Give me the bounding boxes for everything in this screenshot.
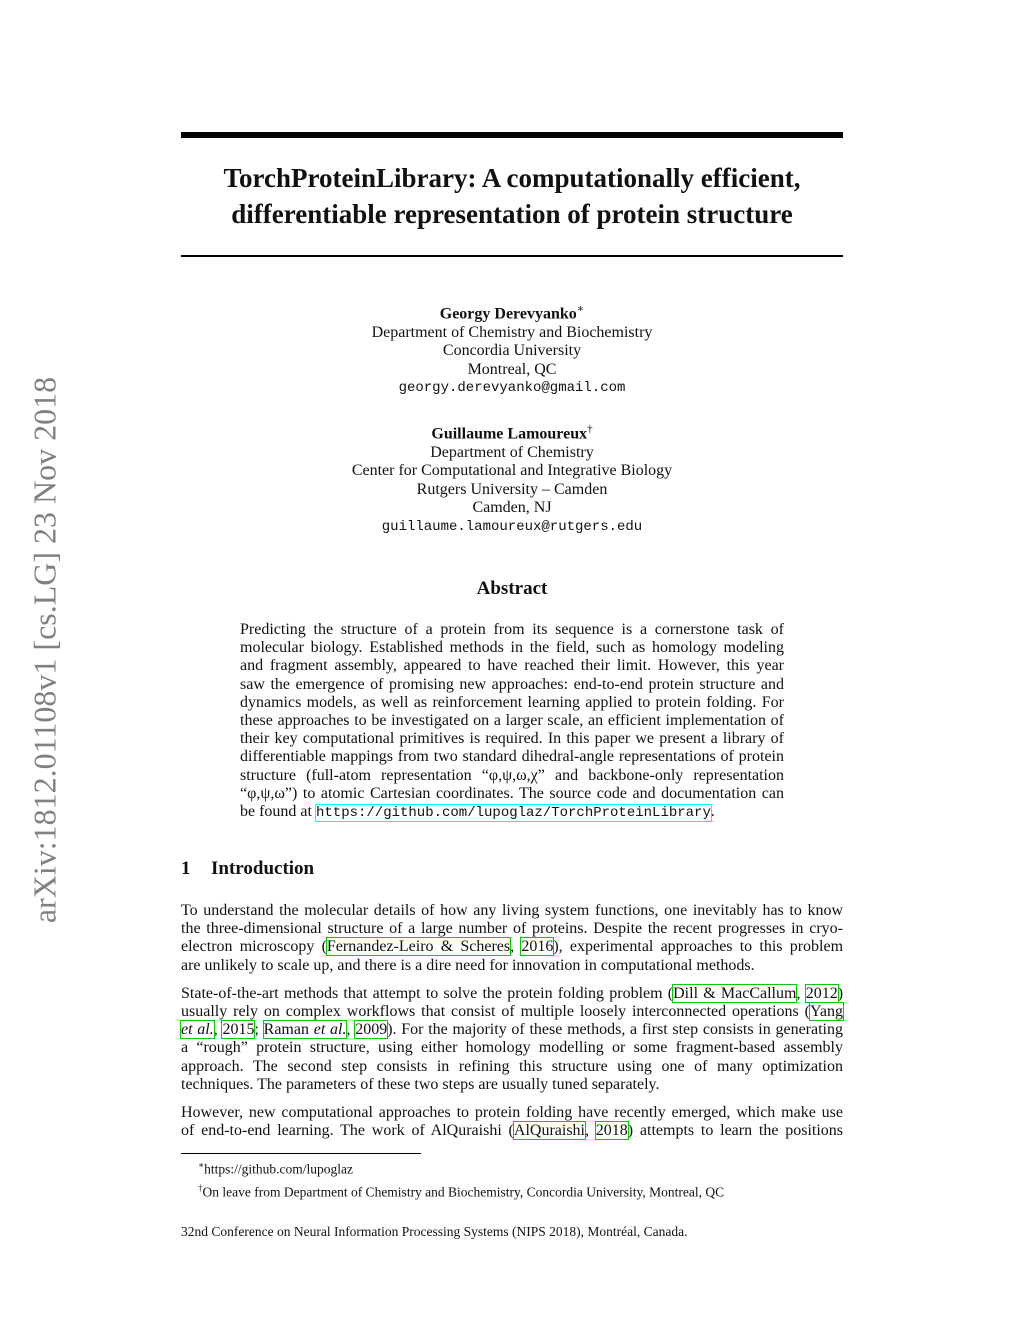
arxiv-side-stamp (15, 350, 75, 950)
text-span: , (796, 984, 806, 1002)
abstract-heading: Abstract (476, 578, 548, 599)
text-span: Raman (263, 1021, 314, 1039)
author-footnote-mark: † (587, 423, 593, 435)
footnotes (181, 1156, 843, 1201)
abstract-line: “φ,ψ,ω”) to atomic Cartesian coordinates. The source code and documentation can (240, 784, 784, 802)
text-span: ) (837, 984, 844, 1002)
citation-link[interactable]: et al. (181, 1021, 214, 1039)
author-block-2 (181, 420, 843, 536)
abstract-line: dynamics models, as well as reinforcement learning applied to protein folding. For (240, 693, 784, 711)
footnote-rule (181, 1153, 421, 1154)
text-line (181, 1003, 843, 1021)
text-span: ). For the majority of these methods, a first step consists in generating (387, 1021, 844, 1039)
abstract-line: their key computational primitives is required. In this paper we present a library of (240, 730, 784, 748)
text-span: , (585, 1122, 596, 1140)
github-link[interactable]: https://github.com/lupoglaz/TorchProteinLibrary (315, 805, 711, 822)
conference-footer: 32nd Conference on Neural Information Processing Systems (NIPS 2018), Montréal, Canada. (181, 1224, 688, 1239)
text-line: To understand the molecular details of how any living system functions, one inevitably has to know (181, 902, 843, 919)
section-number: 1 (181, 858, 191, 879)
citation-link[interactable]: Dill & MacCallum (673, 984, 797, 1002)
paragraph-3 (181, 1104, 843, 1140)
text-line: techniques. The parameters of these two steps are usually tuned separately. (181, 1075, 660, 1093)
citation-link[interactable] (264, 1021, 347, 1038)
paragraph-2 (181, 985, 843, 1094)
section-heading-introduction (181, 858, 314, 880)
text-span: of end-to-end learning. The work of AlQuraishi ( (181, 1122, 514, 1140)
citation-year-link[interactable]: 2018 (595, 1122, 628, 1140)
citation-year-link[interactable]: 2012 (805, 984, 838, 1002)
citation-link[interactable]: AlQuraishi (513, 1122, 585, 1140)
author-footnote-mark: ∗ (576, 303, 585, 315)
footnote-text: On leave from Department of Chemistry and Biochemistry, Concordia University, Montreal, QC (202, 1184, 725, 1199)
author-affiliation: Department of Chemistry (430, 443, 594, 461)
text-span: ) attempts to learn the positions (627, 1122, 844, 1140)
text-span: , (510, 938, 522, 956)
abstract-line: differentiable mappings from two standard dihedral-angle representations of protein (240, 748, 784, 766)
author-email: georgy.derevyanko@gmail.com (398, 380, 626, 397)
footnote-text: https://github.com/lupoglaz (204, 1161, 353, 1177)
author-affiliation: Montreal, QC (467, 360, 557, 378)
text-span: , (213, 1021, 223, 1039)
author-email: guillaume.lamoureux@rutgers.edu (381, 518, 643, 535)
abstract-body (240, 621, 784, 822)
footnote-mark: ∗ (198, 1160, 205, 1170)
abstract-line: Predicting the structure of a protein from its sequence is a cornerstone task of (240, 621, 784, 638)
text-span: usually rely on complex workflows that consist of multiple loosely interconnected operations ( (181, 1003, 810, 1021)
abstract-line (240, 803, 784, 822)
abstract-text: be found at (240, 803, 316, 821)
footnote-2 (181, 1179, 843, 1202)
text-span: State-of-the-art methods that attempt to solve the protein folding problem ( (181, 984, 674, 1002)
citation-year-link[interactable]: 2016 (521, 938, 554, 956)
footnote-1 (181, 1156, 843, 1179)
author-name: Guillaume Lamoureux (431, 425, 588, 443)
text-line (181, 985, 843, 1003)
abstract-line: and fragment assembly, appeared to have reached their limit. However, this year (240, 657, 784, 675)
title-bottom-rule (181, 255, 843, 257)
introduction-body (181, 902, 843, 1150)
citation-link[interactable]: Yang (809, 1003, 843, 1021)
text-line: a “rough” protein structure, using either homology modelling or some fragment-based assembly (181, 1039, 843, 1057)
text-line: However, new computational approaches to protein folding have recently emerged, which make use (181, 1104, 843, 1122)
author-affiliation: Camden, NJ (472, 499, 552, 517)
abstract-line: these approaches to be investigated on a larger scale, an efficient implementation of (240, 712, 784, 730)
paper-title (181, 160, 843, 232)
text-span: , (346, 1021, 356, 1039)
author-block-1 (181, 300, 843, 398)
citation-year-link[interactable]: 2009 (355, 1021, 388, 1039)
title-line-2: differentiable representation of protein structure (231, 199, 793, 229)
author-name: Georgy Derevyanko (439, 305, 577, 323)
text-line: the three-dimensional structure of a large number of proteins. Despite the recent progresses in cryo- (181, 920, 843, 938)
abstract-line: saw the emergence of promising new approaches: end-to-end protein structure and (240, 675, 784, 693)
title-line-1: TorchProteinLibrary: A computationally efficient, (223, 163, 801, 193)
abstract-text: . (710, 803, 715, 821)
author-affiliation: Rutgers University – Camden (416, 480, 608, 498)
author-affiliation: Center for Computational and Integrative Biology (351, 462, 673, 480)
abstract-line: molecular biology. Established methods in the field, such as homology modeling (240, 639, 784, 657)
text-line (181, 1021, 843, 1039)
text-span: ), experimental approaches to this problem (553, 938, 844, 956)
arxiv-stamp-text: arXiv:1812.01108v1 [cs.LG] 23 Nov 2018 (26, 376, 63, 924)
paragraph-1 (181, 902, 843, 975)
text-line: are unlikely to scale up, and there is a dire need for innovation in computational methods. (181, 956, 755, 974)
title-top-rule (181, 132, 843, 138)
author-affiliation: Department of Chemistry and Biochemistry (371, 323, 653, 341)
text-span: et al. (313, 1021, 347, 1039)
citation-link[interactable]: Fernandez-Leiro & Scheres (326, 938, 511, 956)
footnote-mark: † (198, 1182, 203, 1193)
text-span: ; (254, 1021, 264, 1039)
text-line: approach. The second step consists in refining this structure using one of many optimization (181, 1057, 843, 1075)
text-line (181, 938, 843, 956)
section-title: Introduction (211, 858, 315, 879)
citation-year-link[interactable]: 2015 (222, 1021, 255, 1039)
author-affiliation: Concordia University (442, 342, 582, 360)
text-line (181, 1122, 843, 1140)
text-span: electron microscopy ( (181, 938, 327, 956)
abstract-line: structure (full-atom representation “φ,ψ,ω,χ” and backbone-only representation (240, 766, 784, 784)
